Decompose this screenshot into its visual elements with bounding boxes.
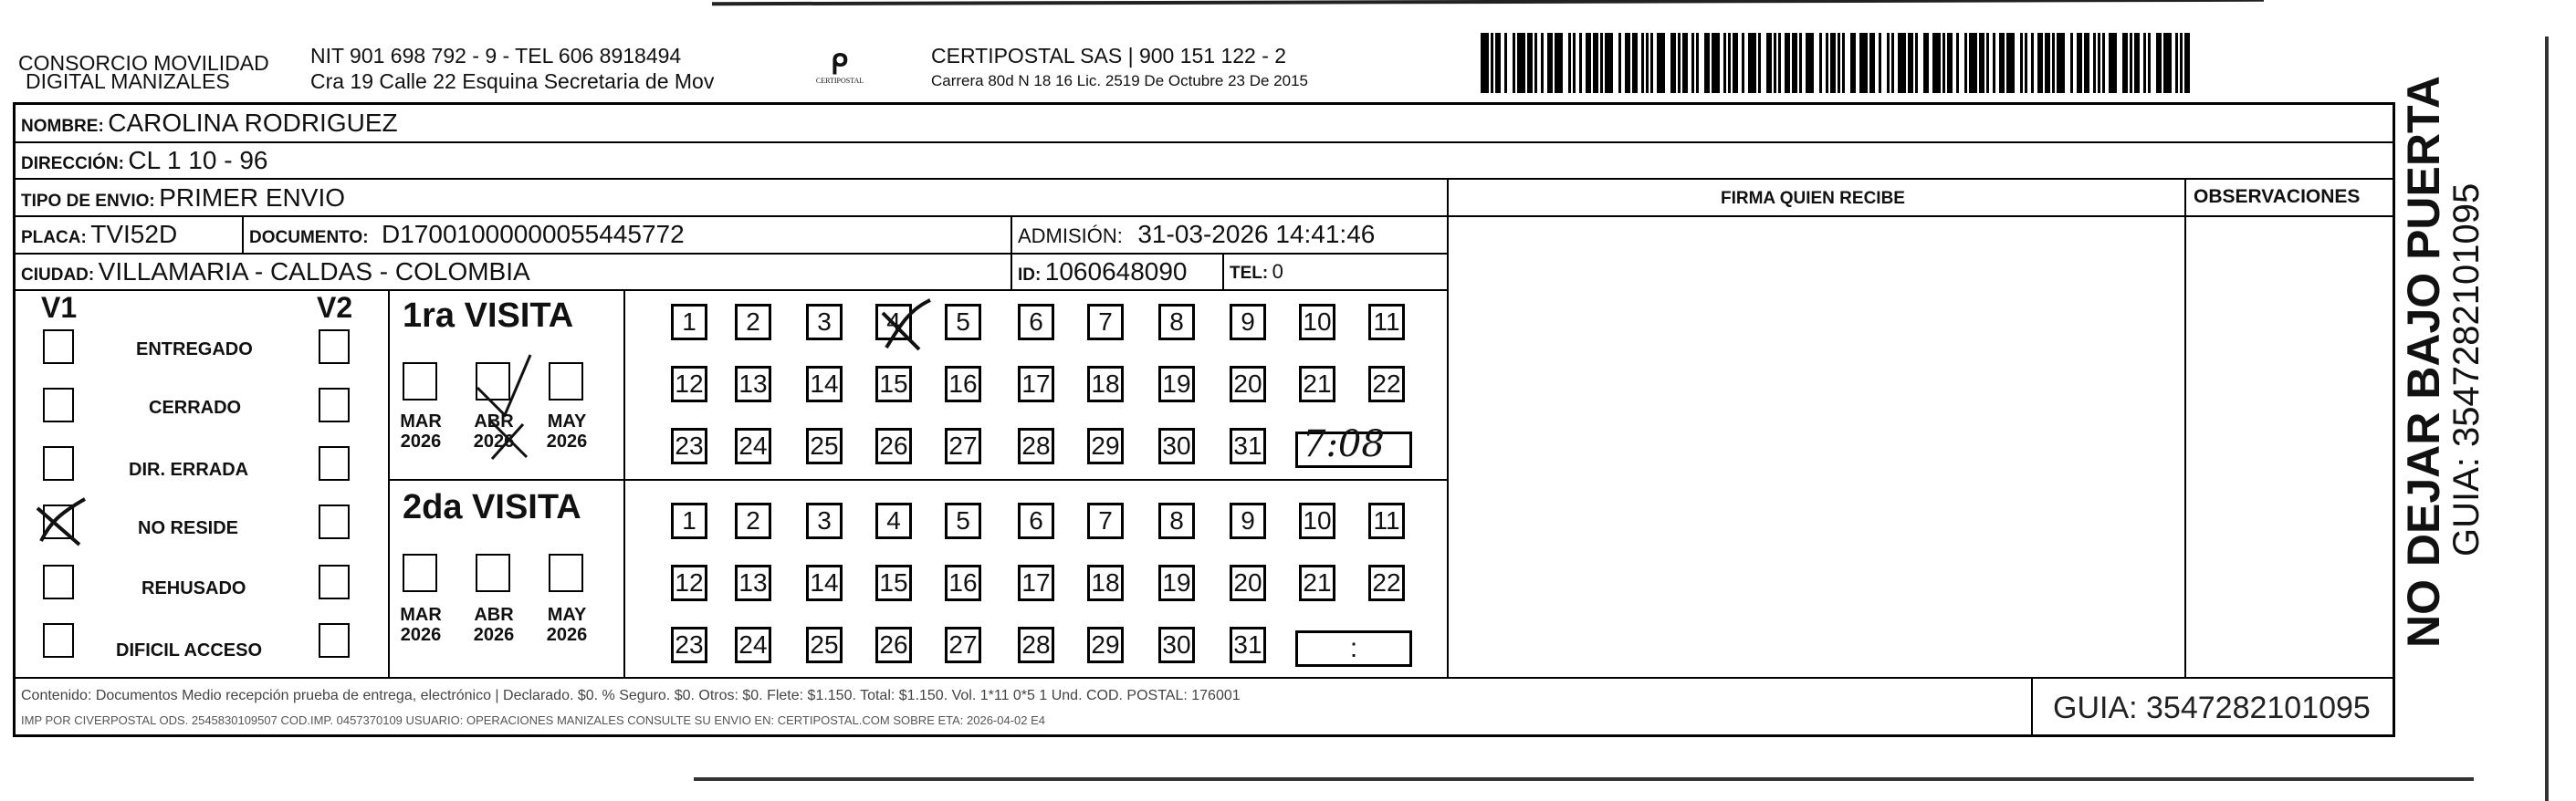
tel-row [1230,262,1283,282]
v1-checkbox-rehusado[interactable] [43,565,74,599]
barcode-bar [1947,33,1953,93]
visit-1-day-27[interactable]: 27 [945,428,981,464]
barcode-bar [1748,33,1756,93]
barcode-bar [1682,33,1688,93]
visit-2-month-may: MAY 2026 [546,605,588,645]
barcode-bar [2156,33,2162,93]
v2-checkbox-dificil-acceso[interactable] [319,623,350,658]
status-no-reside: NO RESIDE [138,518,239,538]
recipient-name: CAROLINA RODRIGUEZ [108,109,398,137]
visit-1-day-18[interactable]: 18 [1087,366,1124,402]
barcode-bar [1964,33,1967,93]
address-row [21,148,267,173]
barcode-bar [1712,33,1720,93]
barcode [1481,33,2211,93]
visit-2-title: 2da VISITA [403,488,581,526]
tel-label: TEL: [1230,264,1269,283]
barcode-bar [1742,33,1744,93]
barcode-bar [1641,33,1644,93]
visit-1-day-8[interactable]: 8 [1158,304,1195,340]
visit-1-day-22[interactable]: 22 [1368,366,1405,402]
barcode-bar [2025,33,2027,93]
barcode-bar [1534,33,1537,93]
name-label: NOMBRE: [21,117,104,136]
barcode-bar [2134,33,2140,93]
id-label: ID: [1018,265,1042,285]
visit-2-day-31[interactable]: 31 [1230,627,1266,663]
barcode-bar [1887,33,1890,93]
v1-checkbox-no-reside[interactable] [43,505,74,539]
barcode-bar [2163,33,2172,93]
visit-1-day-28[interactable]: 28 [1018,428,1054,464]
barcode-bar [1491,33,1493,93]
visit-1-month-checkbox-abr[interactable] [476,362,510,400]
shipping-label: TIPO DE ENVIO: [21,192,155,211]
visit-1-day-16[interactable]: 16 [945,366,981,402]
visit-2-month-abr: ABR 2026 [473,605,515,645]
barcode-bar [1573,33,1576,93]
visit-1-day-15[interactable]: 15 [875,366,912,402]
admission-label: ADMISIÓN: [1018,224,1123,247]
visit-1-day-26[interactable]: 26 [875,428,912,464]
barcode-bar [1733,33,1738,93]
v1-checkbox-entregado[interactable] [43,329,74,364]
barcode-bar [1657,33,1665,93]
admission-datetime: 31-03-2026 14:41:46 [1137,220,1376,248]
barcode-bar [1785,33,1790,93]
visit-1-day-25[interactable]: 25 [806,428,843,464]
barcode-bar [1541,33,1544,93]
barcode-bar [1568,33,1571,93]
footer-content-line: Contenido: Documentos Medio recepción prueba de entrega, electrónico | Declarado. $0. % Seguro. $0. Otros: $0. Flete: $1.150. Total: $1.150. Vol. 1*11 0*5 1 Und. COD. POSTAL: 176001 [21,688,1241,703]
shipping-type: PRIMER ENVIO [159,183,346,212]
visit-1-day-30[interactable]: 30 [1158,428,1195,464]
certipostal-logo-caption: CERTIPOSTAL [815,77,864,85]
barcode-bar [1481,33,1489,93]
barcode-bar [2098,33,2100,93]
footer-print-line: IMP POR CIVERPOSTAL ODS. 2545830109507 COD.IMP. 0457370109 USUARIO: OPERACIONES MANIZALES CONSULTE SU ENVIO EN: CERTIPOSTAL.COM SOBRE ETA: 2026-04-02 E4 [21,713,1046,727]
barcode-bar [1932,33,1941,93]
barcode-bar [1586,33,1591,93]
visit-1-day-23[interactable]: 23 [671,428,707,464]
visit-1-day-20[interactable]: 20 [1230,366,1266,402]
document-number: D17001000000055445772 [382,220,685,248]
recipient-address: CL 1 10 - 96 [128,146,268,174]
barcode-bar [1850,33,1856,93]
visit-2-day-17[interactable]: 17 [1018,565,1054,601]
barcode-bar [1859,33,1868,93]
visit-1-day-14[interactable]: 14 [806,366,843,402]
visit-2-month-checkbox-abr[interactable] [476,554,510,592]
visit-1-day-29[interactable]: 29 [1087,428,1124,464]
plate: TVI52D [90,220,178,248]
visit-2-day-2[interactable]: 2 [735,503,771,539]
barcode-bar [1869,33,1875,93]
visit-1-month-mar: MAR 2026 [400,411,442,452]
barcode-bar [1618,33,1621,93]
v2-checkbox-dir-errada[interactable] [319,446,350,481]
visit-2-day-7[interactable]: 7 [1087,503,1124,539]
status-rehusado: REHUSADO [141,578,246,598]
barcode-bar [1600,33,1603,93]
visit-2-day-9[interactable]: 9 [1230,503,1266,539]
barcode-bar [1778,33,1781,93]
signature-header: FIRMA QUIEN RECIBE [1721,189,1905,208]
visit-2-day-15[interactable]: 15 [875,565,912,601]
v1-checkbox-dificil-acceso[interactable] [43,623,74,658]
barcode-bar [2122,33,2128,93]
barcode-bar [1555,33,1563,93]
barcode-bar [2109,33,2117,93]
visit-1-title: 1ra VISITA [403,296,574,335]
visit-2-day-24[interactable]: 24 [735,627,771,663]
barcode-bar [1646,33,1649,93]
status-dir-errada: DIR. ERRADA [129,460,249,480]
visit-1-month-checkbox-may[interactable] [549,362,583,400]
visit-1-month-checkbox-mar[interactable] [403,362,437,400]
barcode-bar [2052,33,2055,93]
barcode-bar [1908,33,1913,93]
v2-checkbox-no-reside[interactable] [319,505,350,539]
visit-2-time-placeholder: : [1349,633,1358,663]
visit-1-day-17[interactable]: 17 [1018,366,1054,402]
barcode-bar [2037,33,2043,93]
barcode-bar [1898,33,1906,93]
visit-2-day-16[interactable]: 16 [945,565,981,601]
visit-1-day-12[interactable]: 12 [671,366,707,402]
city-row [21,259,530,285]
barcode-bar [2148,33,2151,93]
visit-2-day-19[interactable]: 19 [1158,565,1195,601]
document-row [249,222,685,247]
visit-1-day-21[interactable]: 21 [1299,366,1335,402]
barcode-bar [2130,33,2132,93]
v1-checkbox-dir-errada[interactable] [43,446,74,481]
visit-2-day-10[interactable]: 10 [1299,503,1335,539]
status-dificil-acceso: DIFICIL ACCESO [116,640,263,661]
barcode-bar [2045,33,2050,93]
name-row [21,110,398,136]
company-nit: NIT 901 698 792 - 9 - TEL 606 8918494 [310,44,682,68]
visit-2-day-27[interactable]: 27 [945,627,981,663]
barcode-bar [1923,33,1929,93]
visit-2-day-25[interactable]: 25 [806,627,843,663]
barcode-bar [1799,33,1802,93]
visit-2-day-30[interactable]: 30 [1158,627,1195,663]
barcode-bar [1819,33,1822,93]
barcode-bar [1999,33,2005,93]
barcode-bar [1838,33,1840,93]
visit-2-time-box[interactable] [1295,630,1412,667]
visit-2-day-18[interactable]: 18 [1087,565,1124,601]
barcode-bar [1650,33,1653,93]
visit-1-day-31[interactable]: 31 [1230,428,1266,464]
barcode-bar [1766,33,1772,93]
barcode-bar [1670,33,1676,93]
document-label: DOCUMENTO: [249,228,369,247]
company-name-line1: CONSORCIO MOVILIDAD [18,51,269,75]
barcode-bar [1830,33,1836,93]
visit-2-day-20[interactable]: 20 [1230,565,1266,601]
visit-1-day-19[interactable]: 19 [1158,366,1195,402]
id-row [1018,259,1188,285]
barcode-bar [1942,33,1945,93]
barcode-bar [1495,33,1501,93]
visit-1-day-24[interactable]: 24 [735,428,771,464]
barcode-bar [1547,33,1553,93]
barcode-bar [2143,33,2146,93]
barcode-bar [1691,33,1694,93]
plate-row [21,222,177,247]
barcode-bar [1723,33,1726,93]
barcode-bar [2070,33,2073,93]
barcode-bar [1956,33,1959,93]
barcode-bar [1513,33,1515,93]
admission-row [1018,222,1375,247]
company-name-line2: DIGITAL MANIZALES [26,69,230,93]
visit-2-day-28[interactable]: 28 [1018,627,1054,663]
barcode-bar [1605,33,1613,93]
barcode-bar [1632,33,1638,93]
barcode-bar [1774,33,1776,93]
certipostal-logo: ᑭ CERTIPOSTAL [812,46,867,91]
visit-1-day-5[interactable]: 5 [945,304,981,340]
barcode-bar [1517,33,1525,93]
visit-2-month-checkbox-mar[interactable] [403,554,437,592]
barcode-bar [1678,33,1681,93]
barcode-bar [2102,33,2105,93]
status-cerrado: CERRADO [149,398,242,418]
barcode-bar [1915,33,1918,93]
courier-address: Carrera 80d N 18 16 Lic. 2519 De Octubre 23 De 2015 [931,72,1308,89]
visit-1-day-11[interactable]: 11 [1368,304,1405,340]
v2-label: V2 [317,291,353,324]
barcode-bar [2184,33,2190,93]
barcode-bar [2175,33,2178,93]
barcode-bar [1527,33,1533,93]
visit-2-day-1[interactable]: 1 [671,503,707,539]
visit-2-day-8[interactable]: 8 [1158,503,1195,539]
visit-1-month-abr: ABR 2026 [473,411,515,452]
visit-1-day-3[interactable]: 3 [806,304,843,340]
visit-2-day-22[interactable]: 22 [1368,565,1405,601]
barcode-bar [1758,33,1761,93]
v1-label: V1 [41,291,78,324]
visit-2-day-6[interactable]: 6 [1018,503,1054,539]
paper-edge-right [2545,36,2550,801]
visit-1-day-6[interactable]: 6 [1018,304,1054,340]
address-label: DIRECCIÓN: [21,154,124,173]
visit-2-month-checkbox-may[interactable] [549,554,583,592]
visit-1-day-7[interactable]: 7 [1087,304,1124,340]
visit-2-day-21[interactable]: 21 [1299,565,1335,601]
barcode-bar [2006,33,2015,93]
visit-1-day-4[interactable]: 4 [875,304,912,340]
visit-2-day-13[interactable]: 13 [735,565,771,601]
barcode-bar [2084,33,2089,93]
visit-2-day-11[interactable]: 11 [1368,503,1405,539]
barcode-bar [1696,33,1699,93]
city-label: CIUDAD: [21,265,95,285]
visit-2-day-4[interactable]: 4 [875,503,912,539]
barcode-bar [1879,33,1881,93]
visit-1-day-13[interactable]: 13 [735,366,771,402]
courier-name: CERTIPOSTAL SAS | 900 151 122 - 2 [931,44,1287,68]
visit-1-month-may: MAY 2026 [546,411,588,452]
barcode-bar [1993,33,1995,93]
barcode-bar [2020,33,2023,93]
barcode-bar [1979,33,1984,93]
recipient-tel: 0 [1272,260,1283,283]
barcode-bar [1891,33,1894,93]
recipient-id: 1060648090 [1044,257,1188,286]
visit-2-day-29[interactable]: 29 [1087,627,1124,663]
barcode-bar [1625,33,1630,93]
company-address: Cra 19 Calle 22 Esquina Secretaria de Mov [310,69,715,93]
guia-number-side: GUIA: 3547282101095 [2446,182,2487,557]
barcode-bar [1826,33,1828,93]
visit-1-time: 7:08 [1303,423,1385,465]
barcode-bar [2031,33,2034,93]
barcode-bar [1579,33,1582,93]
city: VILLAMARIA - CALDAS - COLOMBIA [98,257,530,286]
shipping-row [21,185,345,211]
v2-checkbox-cerrado[interactable] [319,388,350,422]
v1-checkbox-cerrado[interactable] [43,388,74,422]
v2-checkbox-entregado[interactable] [319,329,350,364]
plate-label: PLACA: [21,228,87,247]
barcode-bar [1986,33,1989,93]
visit-2-day-14[interactable]: 14 [806,565,843,601]
v2-checkbox-rehusado[interactable] [319,565,350,599]
observations-header: OBSERVACIONES [2194,186,2361,207]
do-not-leave-under-door-warning: NO DEJAR BAJO PUERTA [2398,76,2449,648]
visit-2-day-26[interactable]: 26 [875,627,912,663]
visit-1-day-9[interactable]: 9 [1230,304,1266,340]
barcode-bar [1504,33,1507,93]
barcode-bar [1728,33,1731,93]
visit-2-day-5[interactable]: 5 [945,503,981,539]
guia-number-bottom: GUIA: 3547282101095 [2053,691,2371,725]
visit-2-month-mar: MAR 2026 [400,605,442,645]
visit-2-day-3[interactable]: 3 [806,503,843,539]
visit-2-day-12[interactable]: 12 [671,565,707,601]
barcode-bar [2057,33,2065,93]
paper-edge-top [712,0,2264,11]
barcode-bar [2180,33,2183,93]
barcode-bar [2077,33,2082,93]
barcode-bar [1806,33,1814,93]
barcode-bar [1842,33,1845,93]
delivery-form [13,102,2395,737]
visit-1-day-10[interactable]: 10 [1299,304,1335,340]
status-entregado: ENTREGADO [136,339,253,359]
barcode-bar [2093,33,2096,93]
barcode-bar [1593,33,1598,93]
visit-1-day-2[interactable]: 2 [735,304,771,340]
visit-1-day-1[interactable]: 1 [671,304,707,340]
barcode-bar [1704,33,1710,93]
barcode-bar [1792,33,1797,93]
paper-edge-bottom [694,777,2474,781]
barcode-bar [1969,33,1977,93]
visit-2-day-23[interactable]: 23 [671,627,707,663]
